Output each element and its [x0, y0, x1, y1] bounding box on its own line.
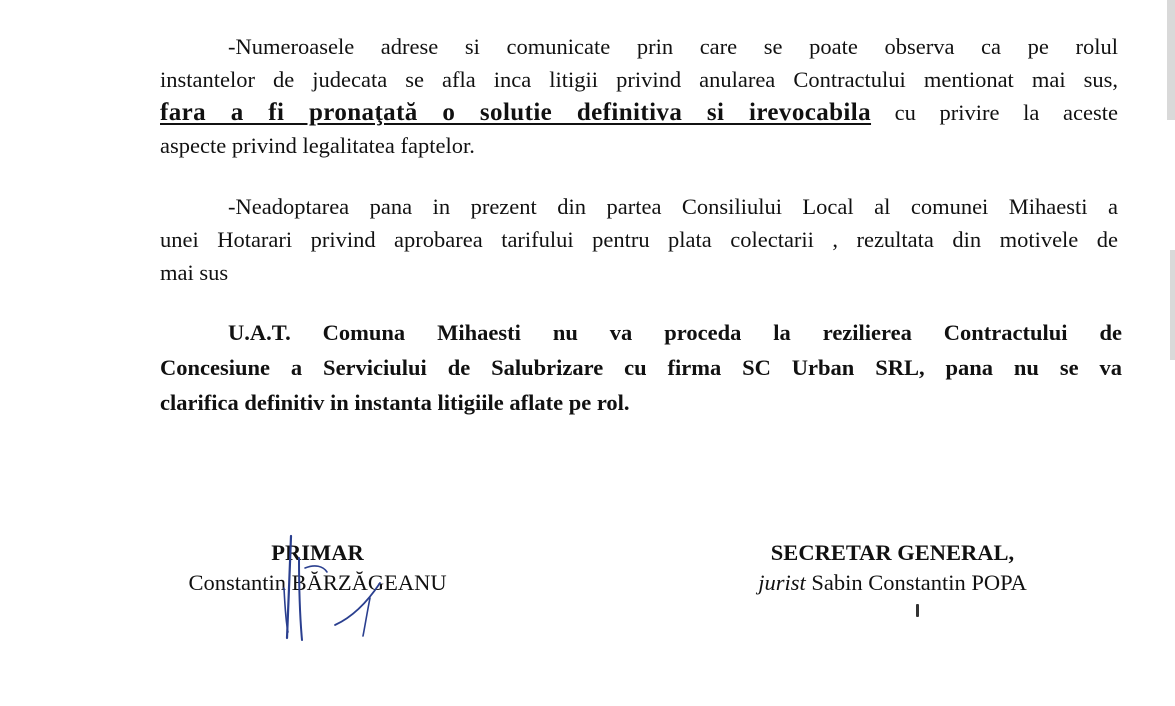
paragraph-line [160, 96, 1118, 129]
paragraph-conclusion [160, 315, 1122, 420]
paragraph-council-decision [160, 190, 1118, 289]
paragraph-line: clarifica definitiv in instanta litigiile aflate pe rol. [160, 390, 630, 415]
scan-edge-shadow [1170, 250, 1175, 360]
signatory-title: PRIMAR [271, 540, 364, 565]
paragraph-line-rest: cu privire la aceste [871, 100, 1119, 125]
signatory-name: Constantin BĂRZĂGEANU [188, 570, 447, 595]
paragraph-line: aspecte privind legalitatea faptelor. [160, 133, 475, 158]
paragraph-line: U.A.T. Comuna Mihaesti nu va proceda la rezilierea Contractului de [228, 320, 1122, 345]
paragraph-line: -Neadoptarea pana in prezent din partea Consiliului Local al comunei Mihaesti a [228, 194, 1118, 219]
paragraph-line: Concesiune a Serviciului de Salubrizare cu firma SC Urban SRL, pana nu se va [160, 355, 1122, 380]
paragraph-litigation-notices [160, 30, 1118, 162]
ink-mark [916, 604, 919, 617]
paragraph-line: unei Hotarari privind aprobarea tarifului pentru plata colectarii , rezultata din motivele de [160, 227, 1118, 252]
signature-block-secretary [720, 538, 1065, 598]
signatory-name: Sabin Constantin POPA [805, 570, 1027, 595]
paragraph-line: -Numeroasele adrese si comunicate prin care se poate observa ca pe rolul [228, 34, 1118, 59]
cropped-previous-line [150, 0, 310, 4]
signatory-title: SECRETAR GENERAL, [770, 540, 1015, 565]
signatory-line [720, 568, 1065, 598]
emphasized-phrase: fara a fi pronaţată o solutie definitiva si irevocabila [160, 99, 872, 126]
paragraph-line: mai sus [160, 260, 229, 285]
paragraph-line: instantelor de judecata se afla inca litigii privind anularea Contractului mentionat mai sus, [160, 67, 1118, 92]
scan-edge-shadow [1167, 0, 1175, 120]
handwritten-signature [275, 528, 395, 643]
signatory-role: jurist [758, 570, 806, 595]
